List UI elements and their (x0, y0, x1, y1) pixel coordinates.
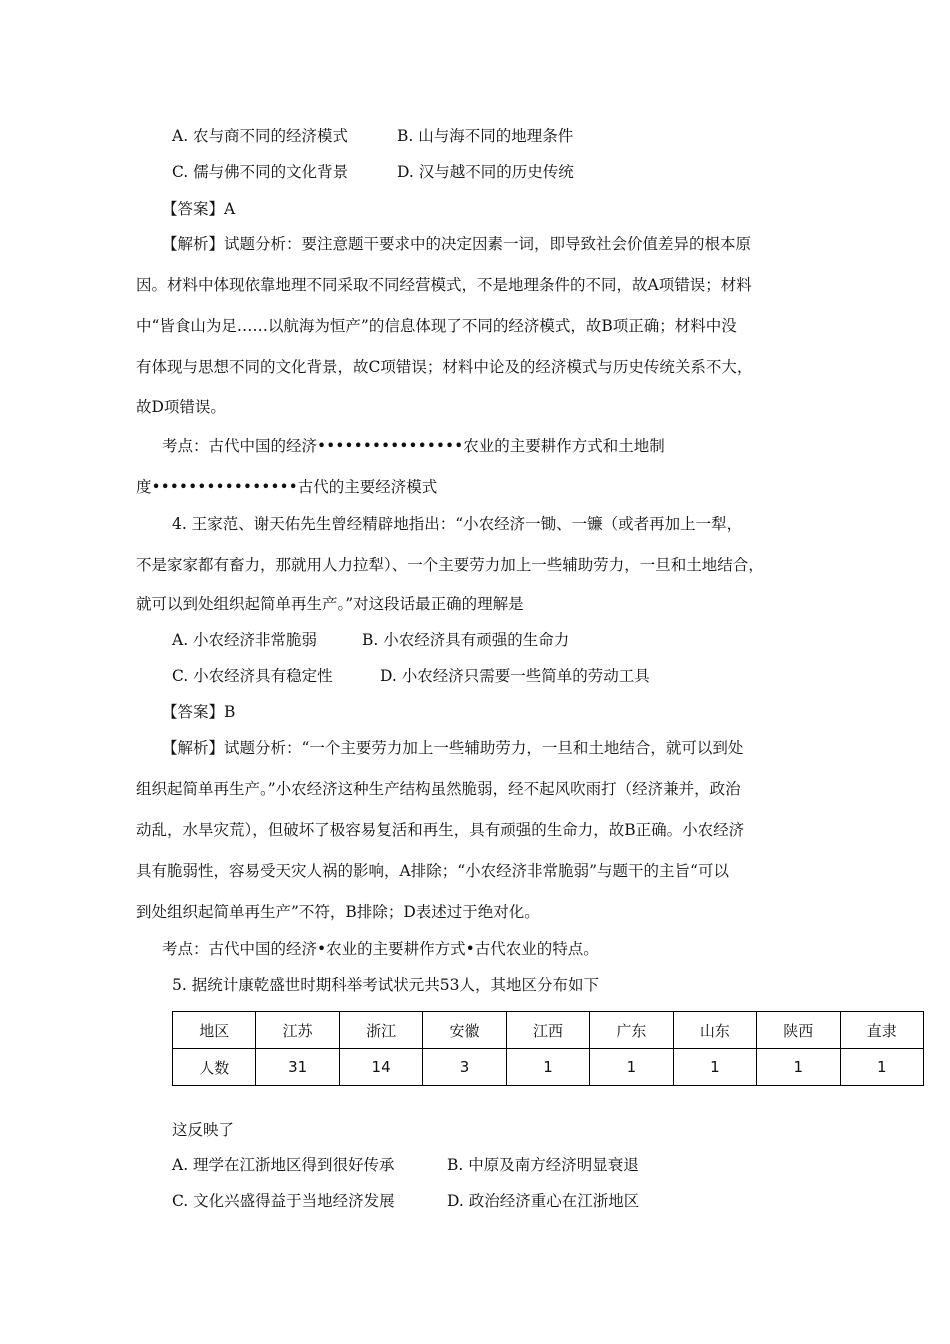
q4-analysis-line: 组织起简单再生产。”小农经济这种生产结构虽然脆弱，经不起风吹雨打（经济兼并，政治 (136, 780, 741, 798)
q5-option-d: D. 政治经济重心在江浙地区 (447, 1192, 640, 1210)
table-cell: 3 (423, 1049, 506, 1086)
table-cell: 广东 (590, 1012, 673, 1049)
table-cell: 人数 (173, 1049, 256, 1086)
q3-analysis-line: 【解析】试题分析：要注意题干要求中的决定因素一词，即导致社会价值差异的根本原 (162, 235, 752, 253)
q4-stem-line: 就可以到处组织起简单再生产。”对这段话最正确的理解是 (136, 595, 524, 613)
q3-option-b: B. 山与海不同的地理条件 (397, 127, 574, 145)
table-cell: 1 (506, 1049, 589, 1086)
table-cell: 安徽 (423, 1012, 506, 1049)
q4-option-c: C. 小农经济具有稳定性 (172, 667, 333, 685)
table-cell: 地区 (173, 1012, 256, 1049)
q5-option-a: A. 理学在江浙地区得到很好传承 (172, 1156, 395, 1174)
q4-option-d: D. 小农经济只需要一些简单的劳动工具 (380, 667, 650, 685)
q4-option-b: B. 小农经济具有顽强的生命力 (362, 631, 570, 649)
q3-option-a: A. 农与商不同的经济模式 (172, 127, 349, 145)
q3-kaodian-line: 考点：古代中国的经济••••••••••••••••农业的主要耕作方式和土地制 (162, 437, 665, 455)
q3-analysis-line: 故D项错误。 (136, 398, 226, 416)
table-row (173, 1049, 924, 1086)
q3-option-d: D. 汉与越不同的历史传统 (397, 163, 574, 181)
table-header-row (173, 1012, 924, 1049)
q4-option-a: A. 小农经济非常脆弱 (172, 631, 318, 649)
table-cell: 江苏 (256, 1012, 339, 1049)
table-cell: 31 (256, 1049, 339, 1086)
q5-option-c: C. 文化兴盛得益于当地经济发展 (172, 1192, 395, 1210)
q4-analysis-line: 具有脆弱性，容易受天灾人祸的影响，A排除；“小农经济非常脆弱”与题干的主旨“可以 (136, 862, 729, 880)
q4-answer: 【答案】B (162, 703, 236, 721)
q3-analysis-line: 中“皆食山为足……以航海为恒产”的信息体现了不同的经济模式，故B项正确；材料中没 (136, 317, 737, 335)
q3-analysis-line: 有体现与思想不同的文化背景，故C项错误；材料中论及的经济模式与历史传统关系不大， (136, 358, 753, 376)
q3-analysis-line: 因。材料中体现依靠地理不同采取不同经营模式，不是地理条件的不同，故A项错误；材料 (136, 276, 752, 294)
table-cell: 1 (673, 1049, 756, 1086)
table-cell: 陕西 (757, 1012, 840, 1049)
q4-analysis-line: 到处组织起简单再生产”不符，B排除；D表述过于绝对化。 (136, 903, 540, 921)
q3-kaodian-line: 度••••••••••••••••古代的主要经济模式 (136, 478, 438, 496)
table-cell: 江西 (506, 1012, 589, 1049)
table-cell: 直隶 (840, 1012, 924, 1049)
q5-stem: 5. 据统计康乾盛世时期科举考试状元共53人，其地区分布如下 (172, 976, 599, 994)
q4-analysis-line: 【解析】试题分析：“一个主要劳力加上一些辅助劳力，一旦和土地结合，就可以到处 (162, 739, 744, 757)
table-cell: 1 (840, 1049, 924, 1086)
table-cell: 1 (590, 1049, 673, 1086)
table-cell: 山东 (673, 1012, 756, 1049)
table-cell: 1 (757, 1049, 840, 1086)
q4-stem-line: 4. 王家范、谢天佑先生曾经精辟地指出：“小农经济一锄、一镰（或者再加上一犁， (172, 515, 743, 533)
q5-option-b: B. 中原及南方经济明显衰退 (447, 1156, 639, 1174)
q4-analysis-line: 动乱，水旱灾荒），但破坏了极容易复活和再生，具有顽强的生命力，故B正确。小农经济 (136, 821, 745, 839)
q3-option-c: C. 儒与佛不同的文化背景 (172, 163, 349, 181)
q4-stem-line: 不是家家都有畜力，那就用人力拉犁）、一个主要劳力加上一些辅助劳力，一旦和土地结合， (136, 556, 764, 574)
region-distribution-table (172, 1011, 924, 1086)
table-cell: 14 (339, 1049, 422, 1086)
q5-follow-text: 这反映了 (172, 1121, 235, 1139)
q3-answer: 【答案】A (162, 200, 236, 218)
table-cell: 浙江 (339, 1012, 422, 1049)
q4-kaodian: 考点：古代中国的经济•农业的主要耕作方式•古代农业的特点。 (162, 940, 599, 958)
